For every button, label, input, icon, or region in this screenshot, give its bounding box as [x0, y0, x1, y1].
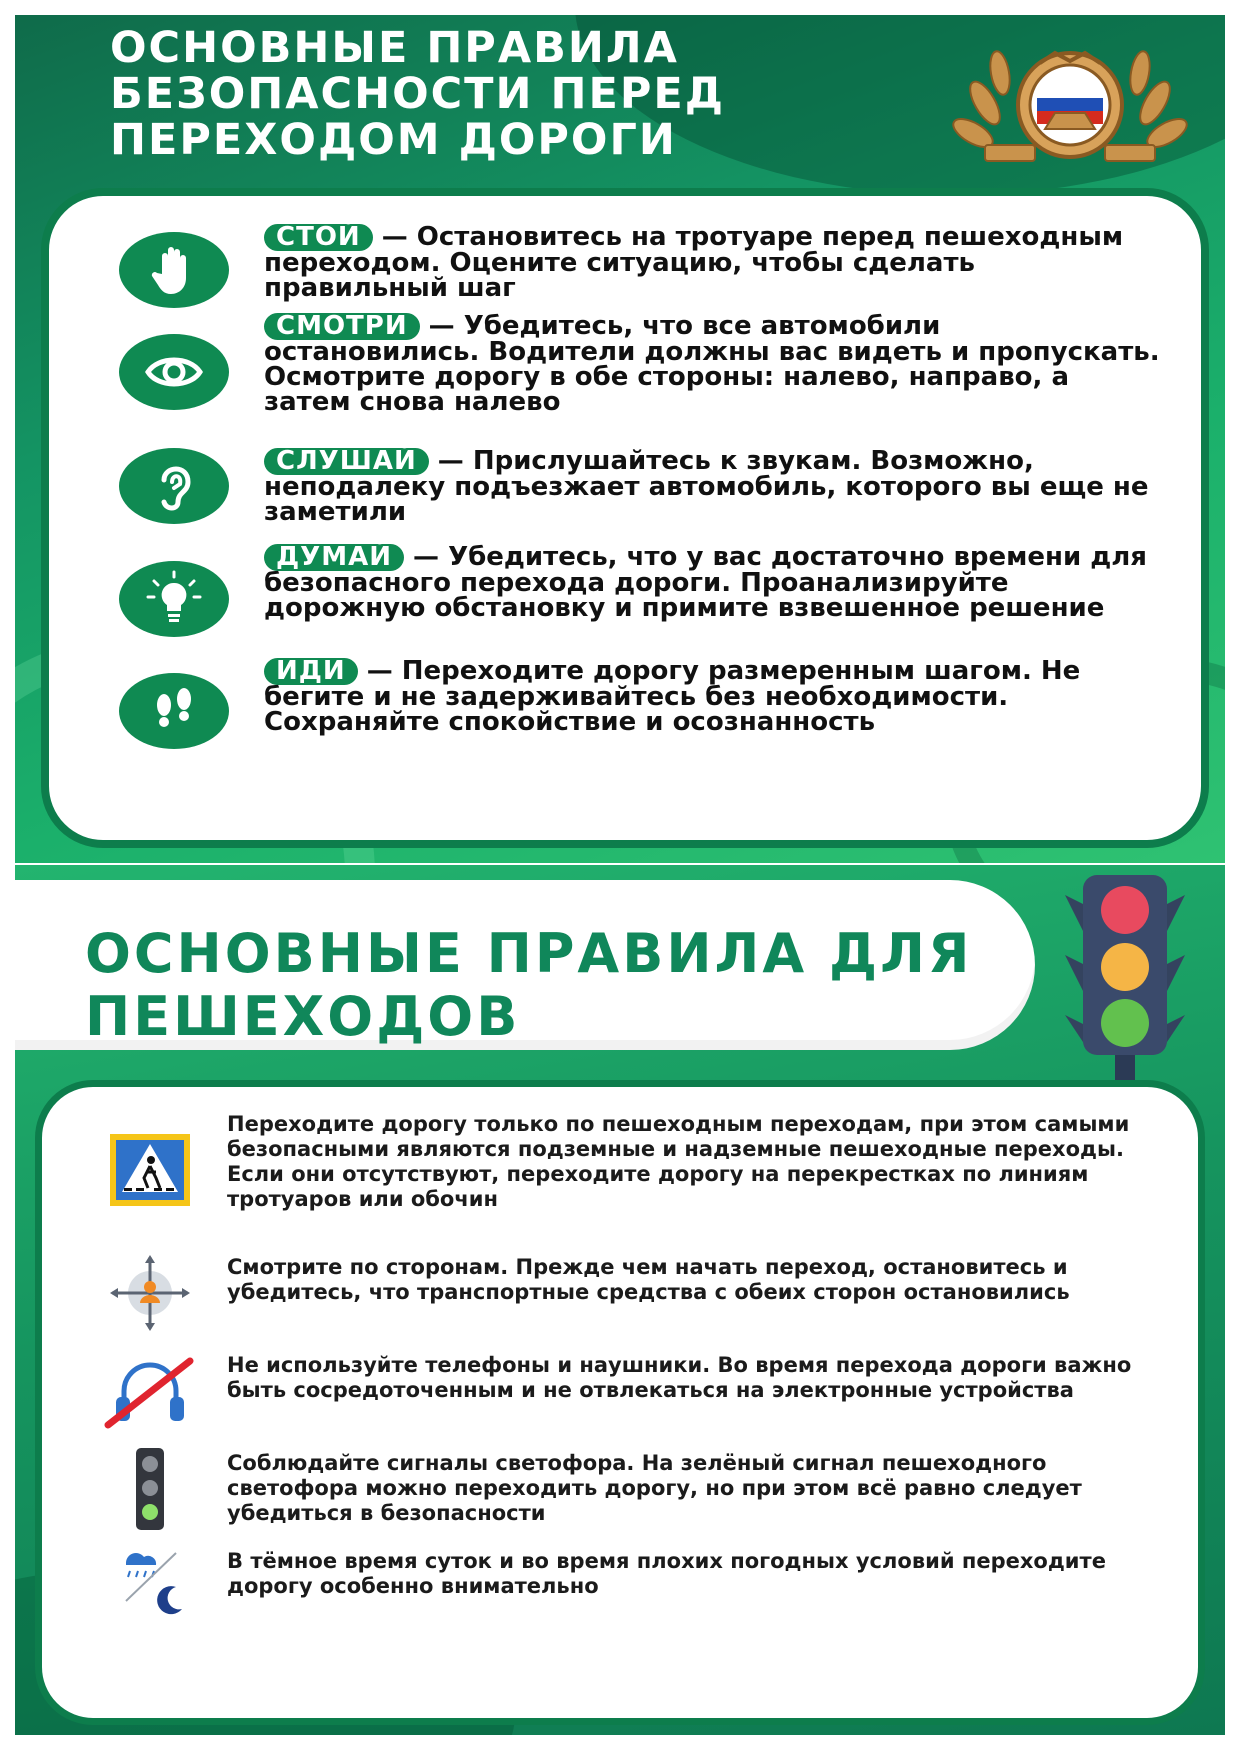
rule-text: В тёмное время суток и во время плохих погодных условий переходите дорогу особенно внимательно — [227, 1549, 1106, 1598]
traffic-light-small-icon — [102, 1446, 198, 1532]
keyword-badge: СМОТРИ — [264, 313, 420, 340]
rule-text: СТОЙ — Остановитесь на тротуаре перед пешеходным переходом. Оцените ситуацию, чтобы сделать правильный шаг — [264, 222, 1124, 303]
top-poster-title: ОСНОВНЫЕ ПРАВИЛА БЕЗОПАСНОСТИ ПЕРЕД ПЕРЕХОДОМ ДОРОГИ — [110, 23, 726, 165]
rule-text: ДУМАЙ — Убедитесь, что у вас достаточно времени для безопасного перехода дороги. Проанализируйте дорожную обстановку и примите взвешенное решение — [264, 542, 1147, 623]
top-poster — [15, 15, 1225, 863]
bottom-poster-title: ОСНОВНЫЕ ПРАВИЛА ДЛЯ ПЕШЕХОДОВ — [85, 922, 973, 1048]
rule-text: Смотрите по сторонам. Прежде чем начать переход, остановитесь и убедитесь, что транспортные средства с обеих сторон остановились — [227, 1255, 1070, 1304]
keyword-badge: ИДИ — [264, 658, 358, 685]
title-banner — [15, 880, 1035, 1050]
look-around-icon — [102, 1253, 198, 1333]
crosswalk-sign-icon — [102, 1130, 198, 1210]
rules-card — [35, 1080, 1205, 1725]
traffic-light-icon — [1045, 865, 1195, 1085]
rule-text: ИДИ — Переходите дорогу размеренным шагом. Не бегите и не задерживайтесь без необходимости. Сохраняйте спокойствие и осознанность — [264, 656, 1081, 737]
rules-card — [41, 188, 1209, 848]
bottom-poster — [15, 865, 1225, 1735]
eye-icon — [119, 334, 229, 410]
rule-text: Соблюдайте сигналы светофора. На зелёный сигнал пешеходного светофора можно переходить дорогу, но при этом всё равно следует убедиться в безопасности — [227, 1451, 1082, 1525]
rule-text: СМОТРИ — Убедитесь, что все автомобили остановились. Водители должны вас видеть и пропускать. Осмотрите дорогу в обе стороны: налево, направо, а затем снова налево — [264, 311, 1160, 417]
footprints-icon — [119, 673, 229, 749]
keyword-badge: ДУМАЙ — [264, 544, 404, 571]
keyword-badge: СТОЙ — [264, 224, 373, 251]
hand-stop-icon — [119, 232, 229, 308]
rule-text: Переходите дорогу только по пешеходным переходам, при этом самыми безопасными являются подземные и надземные пешеходные переходы. Если они отсутствуют, переходите дорогу на перекрестках по линиям тротуаров или обочин — [227, 1112, 1130, 1211]
ear-icon — [119, 448, 229, 524]
keyword-badge: СЛУШАЙ — [264, 448, 429, 475]
traffic-police-emblem-icon — [945, 33, 1195, 185]
rule-text: СЛУШАЙ — Прислушайтесь к звукам. Возможно, неподалеку подъезжает автомобиль, которого вы еще не заметили — [264, 446, 1149, 527]
weather-night-icon — [102, 1537, 198, 1617]
rule-text: Не используйте телефоны и наушники. Во время перехода дороги важно быть сосредоточенным и не отвлекаться на электронные устройства — [227, 1353, 1132, 1402]
lightbulb-icon — [119, 561, 229, 637]
no-headphones-icon — [102, 1353, 198, 1433]
